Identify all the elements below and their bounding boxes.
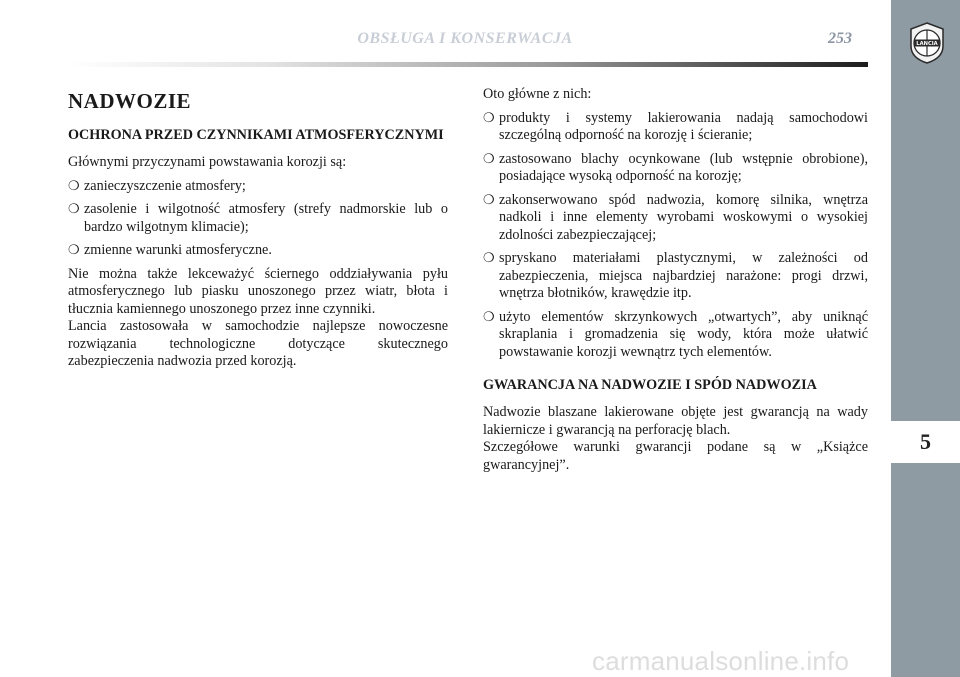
list-item-text: zakonserwowano spód nadwozia, komorę silnika, wnętrza nadkoli i inne elementy wyrobami woskowymi o wysokiej zdolności zabezpieczającej; bbox=[499, 191, 868, 243]
bullet-circle-icon: ❍ bbox=[483, 309, 495, 325]
list-item bbox=[68, 242, 448, 260]
list-item-text: zmienne warunki atmosferyczne. bbox=[84, 242, 272, 258]
list-item bbox=[68, 201, 448, 236]
list-item bbox=[68, 178, 448, 196]
lancia-logo-icon bbox=[908, 22, 946, 64]
left-column bbox=[68, 86, 448, 377]
paragraph: Lancia zastosowała w samochodzie najlepsze nowoczesne rozwiązania technologiczne dotyczące skutecznego zabezpieczenia nadwozia przed korozją. bbox=[68, 318, 448, 369]
paragraph: Nie można także lekceważyć ściernego oddziaływania pyłu atmosferycznego lub piasku unoszonego przez wiatr, błota i tłucznia kamiennego unoszonego przez inne czynniki. bbox=[68, 265, 448, 317]
header-rule bbox=[68, 62, 868, 67]
list-item-text: zastosowano blachy ocynkowane (lub wstępnie obrobione), posiadające wysoką odporność na korozję; bbox=[499, 150, 868, 184]
page-number: 253 bbox=[828, 30, 852, 47]
intro-text: Głównymi przyczynami powstawania korozji są: bbox=[68, 154, 347, 170]
chapter-sidebar bbox=[891, 0, 960, 677]
list-item-text: użyto elementów skrzynkowych „otwartych”, aby uniknąć skraplania i gromadzenia się wody, która może ułatwić powstawanie korozji wewnątrz tych elementów. bbox=[499, 308, 868, 360]
list-item bbox=[483, 309, 868, 362]
chapter-number: 5 bbox=[920, 429, 931, 454]
section-heading-weather-protection: OCHRONA PRZED CZYNNIKAMI ATMOSFERYCZNYMI bbox=[68, 127, 444, 143]
right-column bbox=[483, 86, 868, 480]
list-item-text: spryskano materiałami plastycznymi, w zależności od zabezpieczenia, miejsca najbardziej narażone: progi drzwi, wnętrza błotników, krawędzie itp. bbox=[499, 250, 868, 301]
protection-measures-list bbox=[483, 110, 868, 362]
bullet-circle-icon: ❍ bbox=[68, 178, 80, 194]
watermark: carmanualsonline.info bbox=[592, 646, 850, 676]
bullet-circle-icon: ❍ bbox=[483, 151, 495, 167]
bullet-circle-icon: ❍ bbox=[483, 251, 495, 266]
list-item bbox=[483, 151, 868, 186]
intro-text: Oto główne z nich: bbox=[483, 86, 592, 102]
logo-text: LANCIA bbox=[916, 41, 938, 47]
list-item-text: zasolenie i wilgotność atmosfery (strefy nadmorskie lub o bardzo wilgotnym klimacie); bbox=[84, 201, 448, 235]
list-item bbox=[483, 250, 868, 303]
bullet-circle-icon: ❍ bbox=[68, 243, 80, 258]
page-title: NADWOZIE bbox=[68, 89, 192, 113]
bullet-circle-icon: ❍ bbox=[483, 192, 495, 208]
bullet-circle-icon: ❍ bbox=[483, 110, 495, 126]
paragraph: Nadwozie blaszane lakierowane objęte jest gwarancją na wady lakiernicze i gwarancją na perforację blach. bbox=[483, 404, 868, 438]
bullet-circle-icon: ❍ bbox=[68, 202, 80, 217]
list-item bbox=[483, 110, 868, 145]
corrosion-causes-list bbox=[68, 178, 448, 260]
list-item bbox=[483, 192, 868, 245]
chapter-tab[interactable] bbox=[891, 421, 960, 463]
list-item-text: zanieczyszczenie atmosfery; bbox=[84, 177, 246, 194]
section-title: OBSŁUGA I KONSERWACJA bbox=[357, 30, 573, 47]
section-heading-warranty: GWARANCJA NA NADWOZIE I SPÓD NADWOZIA bbox=[483, 377, 817, 393]
paragraph: Szczegółowe warunki gwarancji podane są w „Książce gwarancyjnej”. bbox=[483, 439, 868, 473]
list-item-text: produkty i systemy lakierowania nadają samochodowi szczególną odporność na korozję i ścieranie; bbox=[499, 109, 868, 143]
